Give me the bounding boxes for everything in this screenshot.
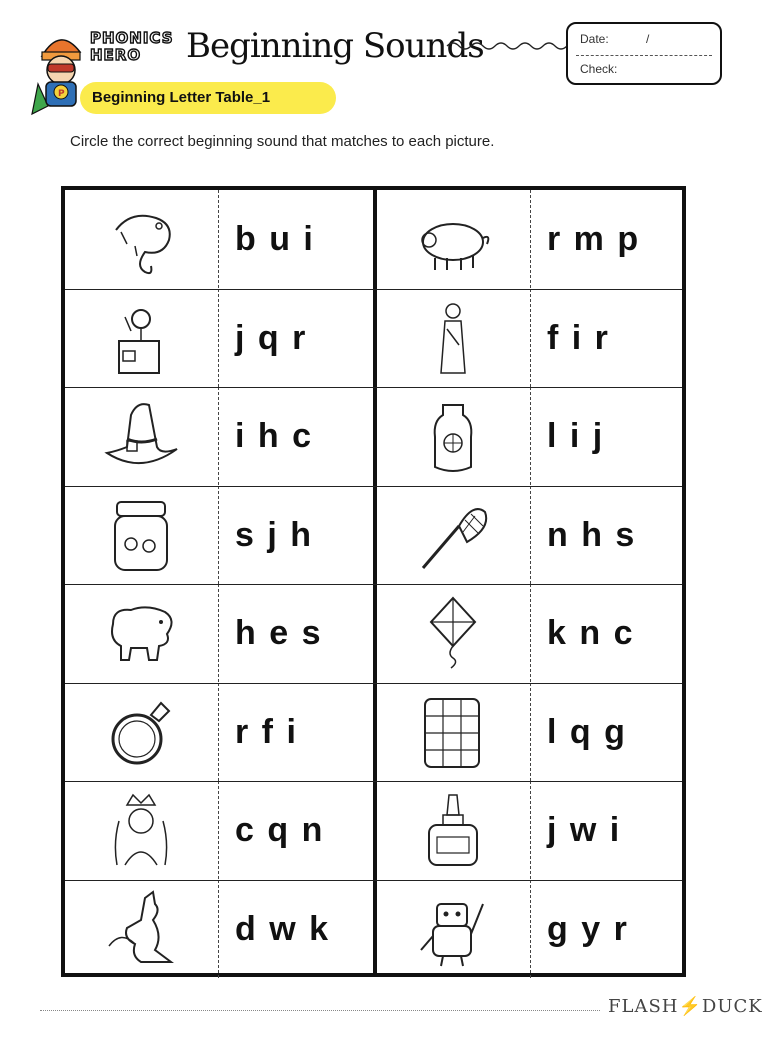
hippo-icon [101,594,181,672]
kangaroo-icon [101,890,181,968]
picture-box [65,289,218,387]
letter-cell [65,584,371,682]
letter-choices[interactable]: h e s [235,614,323,652]
net-icon [413,496,493,574]
picture-box [377,880,530,978]
date-slash: / [646,32,650,46]
beginning-letter-table [61,186,686,977]
letter-cell [65,683,371,781]
picture-box [65,190,218,288]
letter-cell [65,387,371,485]
wave-decoration-icon [447,38,572,54]
letter-cell [65,486,371,584]
check-label: Check: [580,62,618,76]
jam-jar-icon [101,496,181,574]
robot-icon [413,890,493,968]
picture-box [377,781,530,879]
letter-cell [377,486,683,584]
brand-line1: PHONICS [90,29,174,47]
page-title: Beginning Sounds [186,26,484,66]
letter-choices[interactable]: l q g [547,712,627,751]
picture-box [65,683,218,781]
picture-box [377,387,530,485]
picture-box [377,584,530,682]
picture-box [65,486,218,584]
letter-choices[interactable]: l i j [547,417,605,455]
picture-box [377,683,530,781]
picture-box [377,289,530,387]
letter-choices[interactable]: i h c [235,417,314,455]
letter-choices[interactable]: j q r [235,318,308,357]
jack-in-the-box-icon [101,299,181,377]
chameleon-icon [101,200,181,278]
letter-cell [377,387,683,485]
flashduck-logo: FLASH⚡DUCK [608,996,763,1017]
letter-choices[interactable]: f i r [547,318,610,357]
letter-cell [377,289,683,387]
pig-icon [413,200,493,278]
letter-cell [377,683,683,781]
picture-box [377,486,530,584]
picture-box [65,880,218,978]
phonics-hero-logo [90,30,182,74]
picture-box [377,190,530,288]
logo-part1: FLASH [608,996,679,1017]
letter-choices[interactable]: b u i [235,220,315,258]
date-label: Date: [580,32,609,46]
letter-choices[interactable]: c q n [235,811,325,849]
subtitle-pill: Beginning Letter Table_1 [80,82,336,114]
date-check-box [566,22,722,85]
letter-choices[interactable]: r f i [235,712,298,751]
kite-icon [413,594,493,672]
picture-box [65,781,218,879]
picture-box [65,584,218,682]
letter-choices[interactable]: d w k [235,909,331,948]
letter-cell [65,289,371,387]
letter-choices[interactable]: k n c [547,614,635,652]
queen-icon [101,791,181,869]
footer-divider [40,1010,600,1011]
indian-woman-icon [413,299,493,377]
letter-cell [65,190,371,288]
svg-text:P: P [58,89,65,99]
ring-icon [101,693,181,771]
letter-choices[interactable]: j w i [547,811,622,849]
lemonade-bottle-icon [413,397,493,475]
quilt-icon [413,693,493,771]
picture-box [65,387,218,485]
letter-choices[interactable]: n h s [547,515,637,554]
hat-icon [101,397,181,475]
letter-choices[interactable]: s j h [235,515,314,554]
logo-part2: DUCK [701,996,763,1017]
letter-choices[interactable]: r m p [547,220,641,258]
letter-cell [65,781,371,879]
letter-cell [377,190,683,288]
letter-cell [377,781,683,879]
letter-cell [65,880,371,978]
brand-line2: HERO [90,46,142,64]
letter-choices[interactable]: g y r [547,909,629,948]
letter-cell [377,880,683,978]
instruction-text: Circle the correct beginning sound that matches to each picture. [70,133,495,150]
glue-bottle-icon [413,791,493,869]
letter-cell [377,584,683,682]
